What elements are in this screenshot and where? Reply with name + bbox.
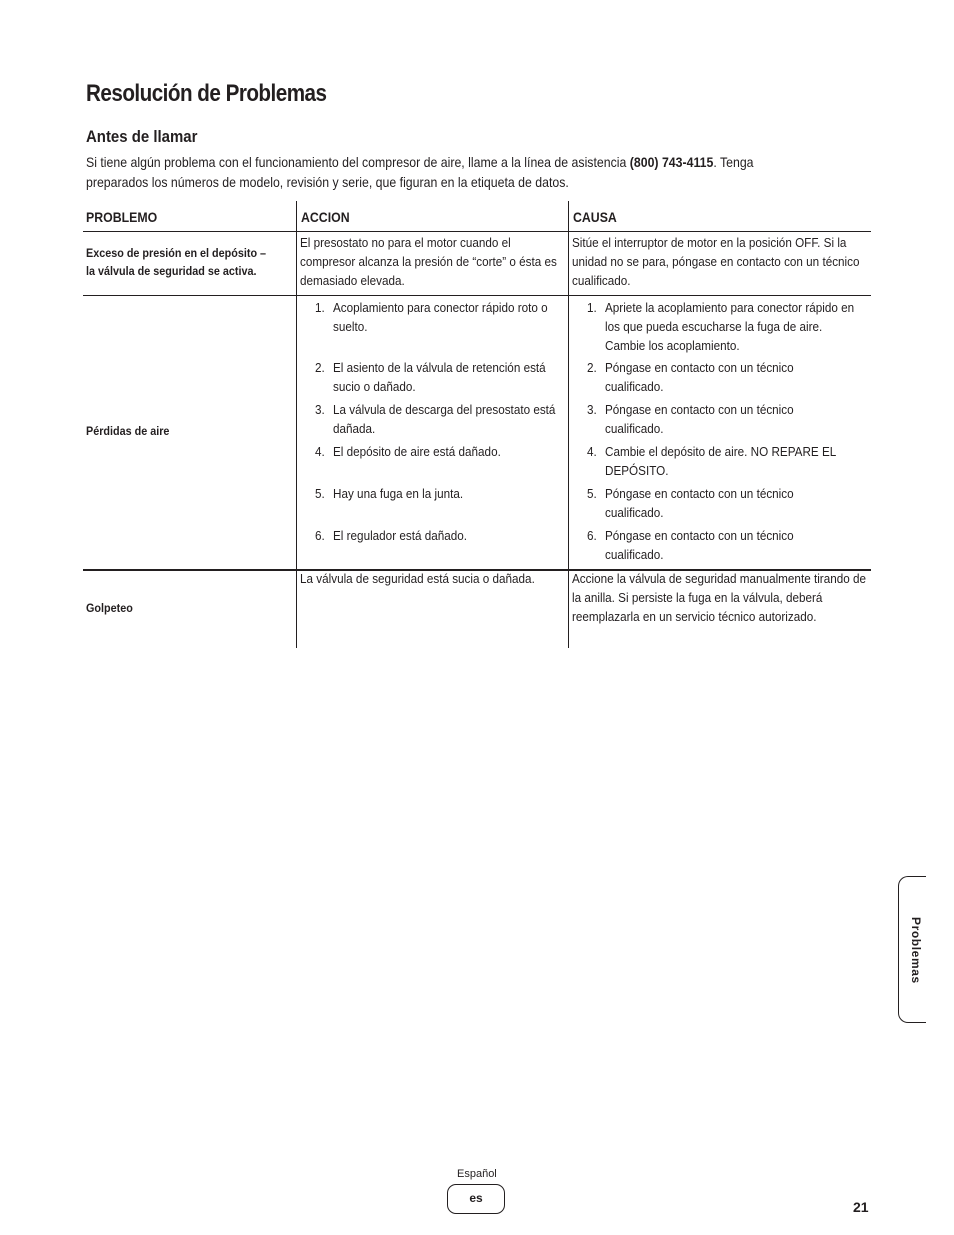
problem-air-leak: Pérdidas de aire: [86, 424, 170, 438]
item-number: 1.: [315, 300, 325, 315]
problem-knocking: Golpeteo: [86, 601, 133, 615]
cause-item: [587, 526, 859, 564]
intro-line-1: [86, 152, 869, 172]
item-number: 3.: [587, 402, 597, 417]
item-text: Póngase en contacto con un técnico cualificado.: [605, 486, 794, 520]
action-item: [315, 298, 563, 336]
section-side-tab: [898, 876, 926, 1023]
item-number: 3.: [315, 402, 325, 417]
item-number: 6.: [315, 528, 325, 543]
action-item: [315, 526, 563, 545]
section-title: Antes de llamar: [86, 127, 198, 146]
item-text: Acoplamiento para conector rápido roto o suelto.: [333, 300, 548, 334]
column-divider: [568, 201, 569, 648]
cause-item: [587, 484, 859, 522]
header-action: ACCION: [301, 209, 350, 225]
row-divider: [83, 231, 871, 232]
action-item: [315, 484, 563, 503]
page-number: 21: [853, 1199, 869, 1215]
item-text: El asiento de la válvula de retención está sucio o dañado.: [333, 360, 546, 394]
item-text: Póngase en contacto con un técnico cualificado.: [605, 402, 794, 436]
action-item: [315, 442, 563, 461]
item-number: 2.: [315, 360, 325, 375]
cause-item: [587, 358, 859, 396]
cause-knocking: Accione la válvula de seguridad manualmente tirando de la anilla. Si persiste la fuga en la válvula, deberá reemplazarla en un servicio técnico autorizado.: [572, 571, 866, 624]
item-text: Póngase en contacto con un técnico cualificado.: [605, 528, 794, 562]
intro-line-2: preparados los números de modelo, revisión y serie, que figuran en la etiqueta de datos.: [86, 174, 569, 190]
action-overpressure: El presostato no para el motor cuando el compresor alcanza la presión de “corte” o ésta es demasiado elevada.: [300, 235, 557, 288]
item-text: Apriete la acoplamiento para conector rápido en los que pueda escucharse la fuga de aire. Cambie los acoplamiento.: [605, 300, 855, 353]
side-tab-label: Problemas: [909, 917, 923, 984]
item-text: El regulador está dañado.: [333, 528, 468, 543]
cause-item: [587, 442, 859, 480]
problem-overpressure: [86, 244, 266, 280]
action-knocking: La válvula de seguridad está sucia o dañada.: [300, 571, 535, 586]
action-item: [315, 400, 563, 438]
intro-text-2: . Tenga: [713, 154, 754, 170]
intro-paragraph: [86, 152, 869, 192]
language-label: Español: [457, 1168, 497, 1180]
item-number: 1.: [587, 300, 597, 315]
intro-text-1: Si tiene algún problema con el funcionamiento del compresor de aire, llame a la línea de asistencia: [86, 154, 630, 170]
cause-overpressure: Sitúe el interruptor de motor en la posición OFF. Si la unidad no se para, póngase en contacto con un técnico cualificado.: [572, 235, 860, 288]
item-number: 4.: [315, 444, 325, 459]
item-number: 5.: [587, 486, 597, 501]
header-action-cell: [296, 201, 568, 231]
item-number: 4.: [587, 444, 597, 459]
header-problem-cell: [83, 201, 296, 231]
language-badge: es: [447, 1184, 505, 1214]
item-text: La válvula de descarga del presostato está dañada.: [333, 402, 556, 436]
row-divider: [83, 295, 871, 296]
header-problem: PROBLEMO: [86, 209, 158, 225]
cause-item: [587, 400, 859, 438]
header-cause-cell: [568, 201, 871, 231]
item-number: 6.: [587, 528, 597, 543]
support-phone: (800) 743-4115: [629, 154, 714, 170]
item-text: Hay una fuga en la junta.: [333, 486, 464, 501]
problem-line: Exceso de presión en el depósito –: [86, 246, 267, 260]
item-text: Cambie el depósito de aire. NO REPARE EL DEPÓSITO.: [605, 444, 836, 478]
item-number: 2.: [587, 360, 597, 375]
item-number: 5.: [315, 486, 325, 501]
page-title: Resolución de Problemas: [86, 80, 327, 107]
item-text: El depósito de aire está dañado.: [333, 444, 501, 459]
action-item: [315, 358, 563, 396]
column-divider: [296, 201, 297, 648]
item-text: Póngase en contacto con un técnico cualificado.: [605, 360, 794, 394]
problem-line: la válvula de seguridad se activa.: [86, 264, 257, 278]
cause-item: [587, 298, 859, 355]
header-cause: CAUSA: [573, 209, 617, 225]
